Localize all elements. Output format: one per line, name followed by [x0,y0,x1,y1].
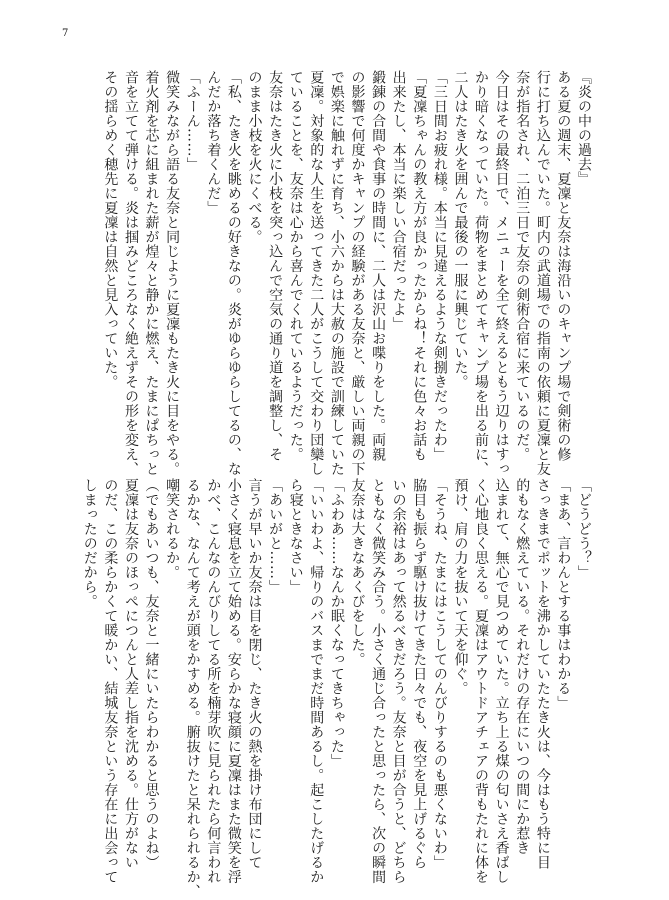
text-line: その揺らめく穂先に夏凜は自然と見入っていた。 [102,70,119,389]
text-line: 「三日間お疲れ様。本当に見違えるような剣捌きだったわ」 [431,70,448,462]
text-line: 嘲笑されるか。 [164,478,181,580]
text-line: 行に打ち込んでいた。町内の武道場での指南の依頼に夏凜と友 [534,70,551,476]
text-line: の影響で何度かキャンプの経験がある友奈と、厳しい両親の下 [349,70,366,476]
text-line: 的もなく燃えている。それだけの存在にいつの間にか惹き [514,478,531,855]
text-line: 夏凜。対象的な人生を送ってきた二人がこうして交わり団欒し [308,70,325,476]
text-line: ある夏の週末、夏凜と友奈は海沿いのキャンプ場で剣術の修 [555,70,572,462]
text-line: 今日はその最終日で、メニューを全て終えるともう辺りはすっ [493,70,510,476]
text-line: 鍛錬の合間や食事の時間に、二人は沢山お喋りをした。両親 [370,70,387,462]
text-line: 「そうね、たまにはこうしてのんびりするのも悪くないわ」 [431,478,448,870]
text-line: ともなく微笑み合う。小さく通じ合ったと思ったら、次の瞬間 [370,478,387,884]
text-line: 「どうどう？」 [576,478,592,580]
text-line: かり暗くなっていた。荷物をまとめてキャンプ場を出る前に、 [473,70,490,476]
text-line: 「あいがと……」 [267,478,284,594]
text-line: く心地良く思える。夏凜はアウトドアチェアの背もたれに体を [473,478,490,884]
text-line: 友奈は大きなあくびをした。 [349,478,366,667]
text-line: 言うが早いか友奈は目を閉じ、たき火の熱を掛け布団にして [246,478,263,870]
text-line: 奈が指名され、二泊三日で友奈の剣術合宿に来ているのだ。 [514,70,531,462]
text-line: ら寝ときなさい」 [287,478,304,594]
text-line: 「ふーん……」 [184,70,201,172]
text-line: 「夏凜ちゃんの教え方が良かったからね！それに色々お話も [411,70,428,462]
text-line: 着火剤を芯に組まれた薪が煌々と静かに燃え、たまにぱちっと [143,70,160,476]
text-line: 預け、肩の力を抜いて天を仰ぐ。 [452,478,469,696]
text-line: 「私、たき火を眺めるの好きなの。炎がゆらゆらしてるの、な [225,70,242,476]
page-number: 7 [62,28,69,39]
text-line: さっきまでポットを沸かしていたたき火は、今はもう特に目 [534,478,551,870]
text-line: のまま小枝を火にくべる。 [246,70,263,244]
text-line: 友奈はたき火に小枝を突っ込んで空気の通り道を調整し、そ [267,70,284,462]
text-line: 夏凜は友奈のほっぺにつんと人差し指を沈める。仕方がない [122,478,139,870]
text-line: 『炎の中の過去』 [576,70,592,186]
text-line: 「いいわよ、帰りのバスまでまだ時間あるし。起こしたげるか [308,478,325,884]
text-line: 出来たし、本当に楽しい合宿だったよ」 [390,70,407,331]
text-line: のだ、この柔らかくて暖かい、結城友奈という存在に出会って [102,478,119,884]
text-line: 微笑みながら語る友奈と同じように夏凜もたき火に目をやる。 [164,70,181,476]
text-line: （でもあいつも、友奈と一緒にいたらわかると思うのよね） [143,478,160,870]
text-line: るかな、なんて考えが頭をかすめる。腑抜けたと呆れられるか、 [184,478,201,899]
text-line: かべ、こんなのんびりしてる所を楠芽吹に見られたら何言われ [205,478,222,884]
text-line: しまったのだから。 [81,478,98,609]
text-line: 脇目も振らず駆け抜けてきた日々でも、夜空を見上げるぐら [411,478,428,870]
top-text-column [59,70,594,476]
text-line: 小さく寝息を立て始める。安らかな寝顔に夏凜はまた微笑を浮 [225,478,242,884]
text-line: 「まあ、言わんとする事はわかる」 [555,478,572,710]
text-line: 音を立てて弾ける。炎は掴みどころなく絶えずその形を変え、 [122,70,139,476]
text-line: 「ふわあ……なんか眠くなってきちゃった」 [328,478,345,768]
text-line: いの余裕はあって然るべきだろう。友奈と目が合うと、どちら [390,478,407,884]
bottom-text-column [81,478,594,899]
text-line: ていることを、友奈は心から喜んでくれているようだった。 [287,70,304,462]
text-line: で娯楽に触れずに育ち、小六からは大赦の施設で訓練していた [328,70,345,476]
text-line: 二人はたき火を囲んで最後の一服に興じていた。 [452,70,469,389]
text-line: 込まれて、無心で見つめていた。立ち上る煤の匂いさえ香ばし [493,478,510,884]
text-line: んだか落ち着くんだ」 [205,70,222,215]
